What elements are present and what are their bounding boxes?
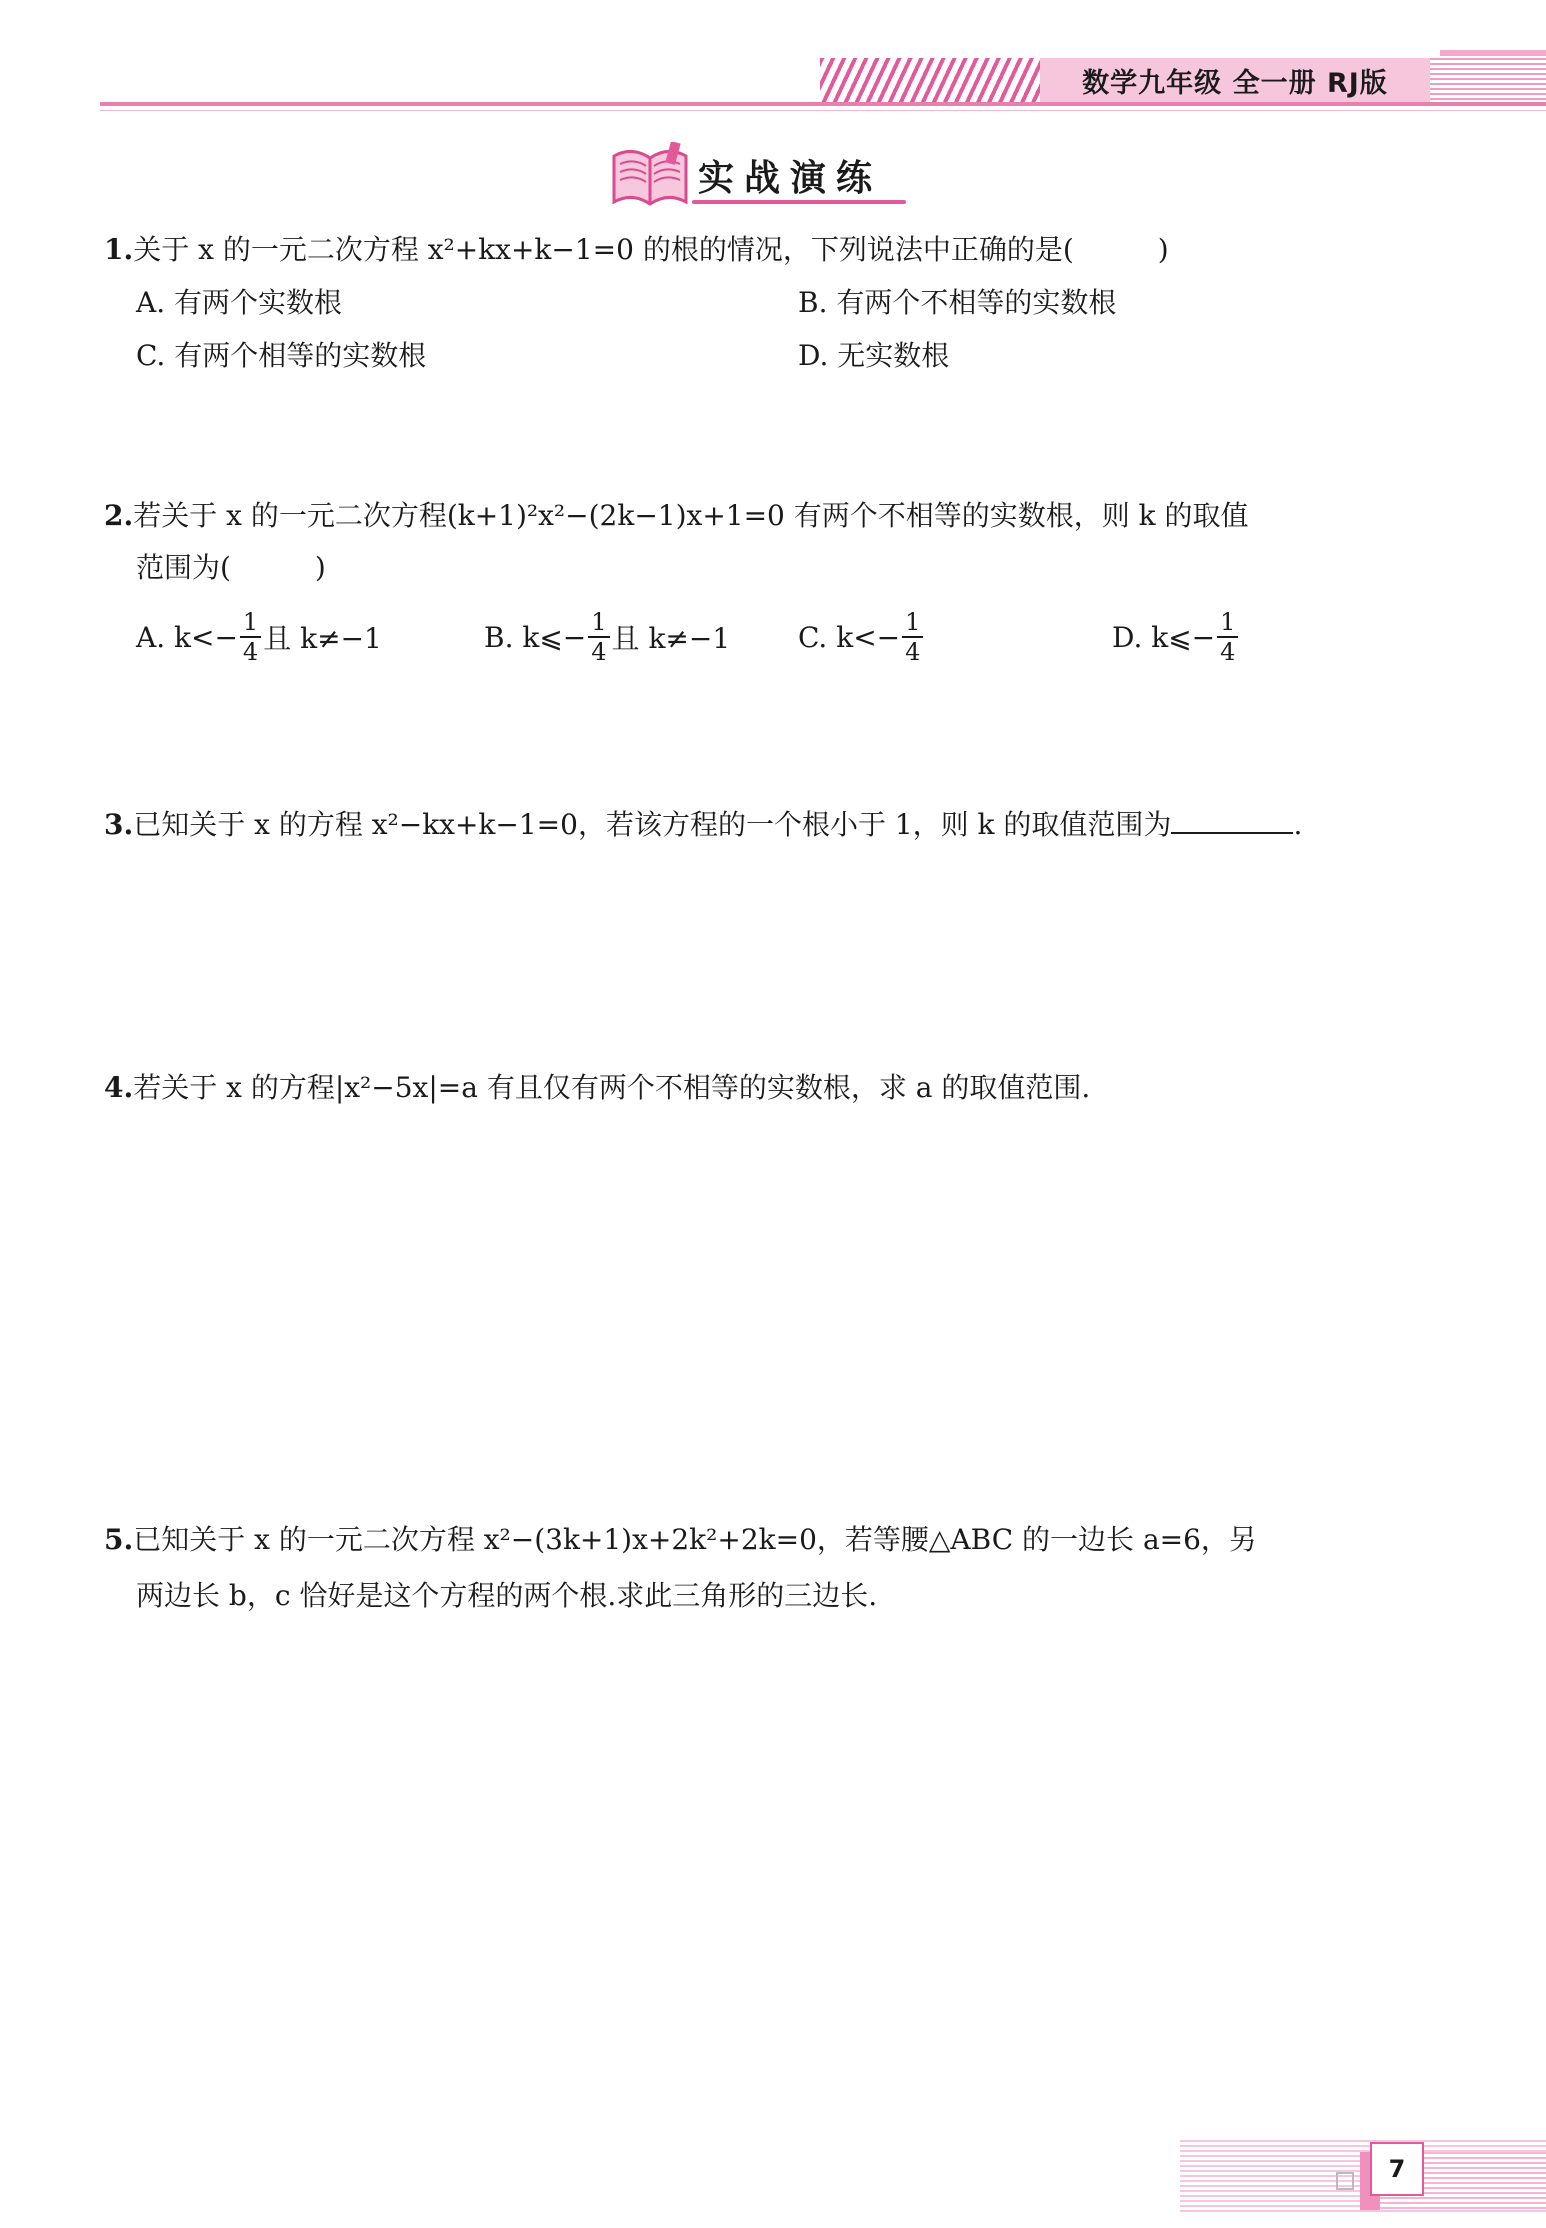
- question-number: 4.: [104, 1071, 134, 1104]
- question-1: [104, 230, 1169, 270]
- header-title: 数学九年级 全一册 RJ版: [1082, 67, 1388, 99]
- header-tail-bar: [1440, 50, 1546, 56]
- answer-blank[interactable]: [1171, 802, 1293, 834]
- header-rule: [100, 102, 1546, 106]
- option-prefix: A. k<−: [136, 620, 238, 654]
- q2-option-c[interactable]: [798, 608, 925, 666]
- q2-option-b[interactable]: [484, 608, 730, 666]
- header-rule-thin: [100, 110, 1546, 111]
- question-5: [104, 1520, 1257, 1560]
- q2-option-d[interactable]: [1112, 608, 1240, 666]
- question-number: 5.: [104, 1523, 134, 1556]
- fraction: $\frac{1}{4}$: [240, 608, 261, 666]
- question-number: 2.: [104, 499, 134, 532]
- option-prefix: D. k⩽−: [1112, 620, 1216, 654]
- fraction: $\frac{1}{4}$: [902, 608, 923, 666]
- q2-option-a[interactable]: [136, 608, 382, 666]
- option-suffix: 且 k≠−1: [611, 622, 731, 655]
- q1-option-c[interactable]: C. 有两个相等的实数根: [136, 339, 427, 372]
- question-4: [104, 1068, 1090, 1108]
- open-book-icon: [610, 142, 690, 208]
- q1-option-d[interactable]: D. 无实数根: [798, 339, 950, 372]
- question-5-line2: 两边长 b，c 恰好是这个方程的两个根.求此三角形的三边长.: [136, 1579, 878, 1612]
- question-text: 关于 x 的一元二次方程 x²+kx+k−1=0 的根的情况，下列说法中正确的是( ): [133, 233, 1169, 266]
- question-text: 已知关于 x 的方程 x²−kx+k−1=0，若该方程的一个根小于 1，则 k 的取值范围为: [133, 808, 1172, 841]
- q1-option-b[interactable]: B. 有两个不相等的实数根: [798, 286, 1117, 319]
- question-text: 若关于 x 的方程|x²−5x|=a 有且仅有两个不相等的实数根，求 a 的取值范围.: [133, 1071, 1091, 1104]
- header-stripes: [820, 58, 1050, 102]
- question-number: 3.: [104, 808, 134, 841]
- option-prefix: C. k<−: [798, 620, 901, 654]
- fraction: $\frac{1}{4}$: [1217, 608, 1238, 666]
- question-text-line1: 若关于 x 的一元二次方程(k+1)²x²−(2k−1)x+1=0 有两个不相等的实数根，则 k 的取值: [133, 499, 1249, 532]
- header-tail-lines: [1420, 58, 1546, 102]
- question-2: [104, 496, 1249, 536]
- footer-square-icon: [1336, 2172, 1354, 2190]
- fraction: $\frac{1}{4}$: [588, 608, 609, 666]
- page-number: 7: [1370, 2142, 1424, 2196]
- option-suffix: 且 k≠−1: [263, 622, 382, 655]
- question-text-line1: 已知关于 x 的一元二次方程 x²−(3k+1)x+2k²+2k=0，若等腰△ABC 的一边长 a=6，另: [133, 1523, 1257, 1556]
- section-title-underline: [692, 200, 906, 204]
- question-2-line2: 范围为( ): [136, 551, 326, 584]
- section-title: 实战演练: [698, 157, 883, 199]
- header-title-box: [1040, 58, 1430, 102]
- question-3: [104, 802, 1302, 845]
- option-prefix: B. k⩽−: [484, 620, 587, 654]
- q1-option-a[interactable]: A. 有两个实数根: [136, 286, 343, 319]
- question-number: 1.: [104, 233, 134, 266]
- question-end: .: [1293, 808, 1303, 841]
